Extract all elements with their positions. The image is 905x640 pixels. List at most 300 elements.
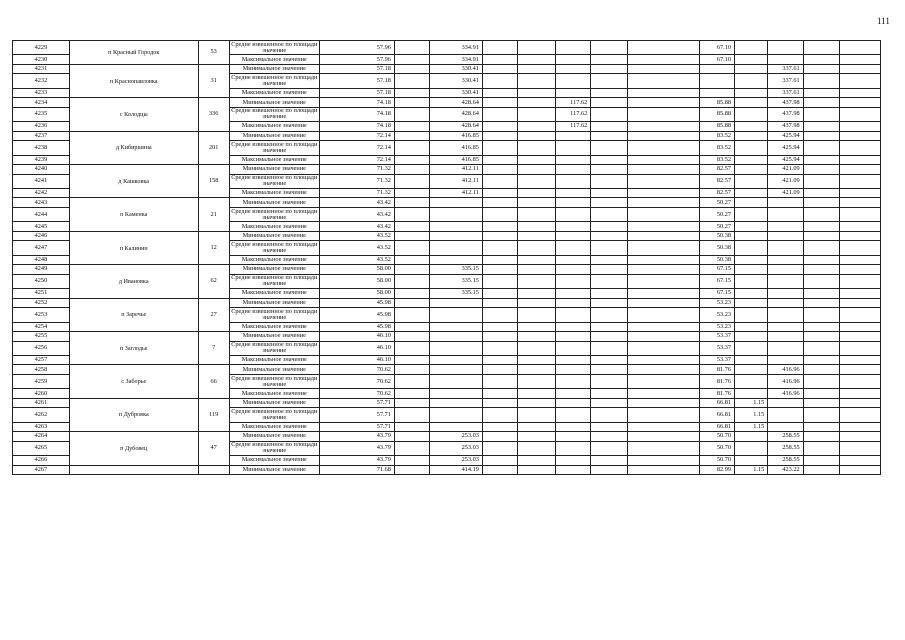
row-id: 4257 xyxy=(13,355,70,365)
value-cell-c10: 1.15 xyxy=(735,465,768,475)
row-id: 4253 xyxy=(13,308,70,322)
value-cell-c1: 71.32 xyxy=(319,188,394,198)
value-cell-c6 xyxy=(555,231,590,241)
value-cell-c9: 67.15 xyxy=(699,265,734,275)
value-cell-c6 xyxy=(555,422,590,432)
value-cell-c6 xyxy=(555,408,590,422)
value-cell-c4 xyxy=(482,122,517,132)
value-cell-c9 xyxy=(699,64,734,74)
value-cell-c13 xyxy=(840,131,881,141)
value-cell-c10: 1.15 xyxy=(735,422,768,432)
population: 66 xyxy=(198,365,229,398)
value-cell-c2 xyxy=(394,88,429,98)
value-cell-c7 xyxy=(591,322,627,332)
value-cell-c10 xyxy=(735,389,768,399)
value-cell-c5 xyxy=(518,107,556,121)
value-cell-c1: 45.98 xyxy=(319,298,394,308)
row-id: 4251 xyxy=(13,289,70,299)
value-cell-c2 xyxy=(394,456,429,466)
value-type-label: Средне взвешенное по площади значение xyxy=(231,407,318,421)
value-cell-c3 xyxy=(430,231,483,241)
value-cell-c9: 85.88 xyxy=(699,98,734,108)
value-type-label: Минимальное значение xyxy=(229,64,319,74)
value-cell-c4 xyxy=(482,456,517,466)
value-cell-c9: 67.15 xyxy=(699,274,734,288)
value-cell-c1: 71.68 xyxy=(319,465,394,475)
value-type-label: Максимальное значение xyxy=(229,155,319,165)
value-cell-c6 xyxy=(555,188,590,198)
value-type-label: Средне взвешенное по площади значение xyxy=(231,241,318,255)
value-type-label: Средне взвешенное по площади значение xyxy=(231,140,318,154)
value-cell-c9 xyxy=(699,74,734,88)
value-cell-c12 xyxy=(803,398,839,408)
value-cell-c13 xyxy=(840,389,881,399)
value-cell-c11 xyxy=(768,241,803,255)
value-cell-c6 xyxy=(555,332,590,342)
value-cell-c10 xyxy=(735,456,768,466)
value-cell-c3: 412.11 xyxy=(430,174,483,188)
value-cell-c2 xyxy=(394,332,429,342)
value-cell-c3: 253.03 xyxy=(430,441,483,455)
value-cell-c13 xyxy=(840,207,881,221)
population: 158 xyxy=(198,165,229,198)
value-cell-c3 xyxy=(430,341,483,355)
value-cell-c2 xyxy=(394,188,429,198)
value-cell-c13 xyxy=(840,41,881,55)
value-cell-c3: 416.85 xyxy=(430,155,483,165)
value-cell-c5 xyxy=(518,441,556,455)
value-cell-c4 xyxy=(482,422,517,432)
value-cell-c7 xyxy=(591,456,627,466)
table-row xyxy=(13,98,881,108)
value-cell-c3 xyxy=(430,241,483,255)
value-cell-c10 xyxy=(735,341,768,355)
value-cell-c8 xyxy=(627,422,699,432)
value-cell-c13 xyxy=(840,241,881,255)
value-type-label: Максимальное значение xyxy=(229,322,319,332)
population: 7 xyxy=(198,332,229,365)
value-cell-c11 xyxy=(768,422,803,432)
value-cell-c11: 416.96 xyxy=(768,389,803,399)
value-cell-c13 xyxy=(840,231,881,241)
value-cell-c7 xyxy=(591,198,627,208)
row-id: 4236 xyxy=(13,122,70,132)
value-cell-c1: 43.52 xyxy=(319,255,394,265)
value-cell-c9: 82.57 xyxy=(699,165,734,175)
value-cell-c7 xyxy=(591,398,627,408)
value-cell-c4 xyxy=(482,131,517,141)
value-cell-c2 xyxy=(394,398,429,408)
value-cell-c6 xyxy=(555,441,590,455)
value-cell-c2 xyxy=(394,274,429,288)
value-cell-c9: 50.38 xyxy=(699,231,734,241)
value-cell-c3 xyxy=(430,355,483,365)
value-cell-c8 xyxy=(627,274,699,288)
value-type-label: Минимальное значение xyxy=(229,98,319,108)
value-cell-c12 xyxy=(803,441,839,455)
value-cell-c2 xyxy=(394,365,429,375)
page-number: 111 xyxy=(877,16,890,26)
value-cell-c9: 50.27 xyxy=(699,198,734,208)
value-type-label: Максимальное значение xyxy=(229,355,319,365)
value-cell-c10 xyxy=(735,355,768,365)
value-cell-c8 xyxy=(627,88,699,98)
population: 53 xyxy=(198,41,229,65)
value-cell-c9: 53.37 xyxy=(699,355,734,365)
row-id: 4255 xyxy=(13,332,70,342)
value-cell-c10 xyxy=(735,88,768,98)
value-cell-c11 xyxy=(768,274,803,288)
value-cell-c11 xyxy=(768,322,803,332)
value-cell-c5 xyxy=(518,198,556,208)
population: 201 xyxy=(198,131,229,164)
value-cell-c1: 46.10 xyxy=(319,341,394,355)
value-cell-c8 xyxy=(627,131,699,141)
value-cell-c4 xyxy=(482,98,517,108)
value-cell-c1: 74.18 xyxy=(319,107,394,121)
value-cell-c10 xyxy=(735,131,768,141)
value-cell-c9: 67.15 xyxy=(699,289,734,299)
value-cell-c11: 421.09 xyxy=(768,174,803,188)
row-id: 4256 xyxy=(13,341,70,355)
value-cell-c7 xyxy=(591,241,627,255)
value-cell-c1: 58.00 xyxy=(319,265,394,275)
value-cell-c10 xyxy=(735,289,768,299)
value-cell-c8 xyxy=(627,74,699,88)
value-cell-c12 xyxy=(803,255,839,265)
value-type-label: Минимальное значение xyxy=(229,398,319,408)
population xyxy=(198,465,229,475)
value-cell-c7 xyxy=(591,88,627,98)
value-type-label: Минимальное значение xyxy=(229,432,319,442)
value-cell-c11 xyxy=(768,308,803,322)
value-cell-c2 xyxy=(394,131,429,141)
value-cell-c7 xyxy=(591,64,627,74)
value-cell-c4 xyxy=(482,107,517,121)
value-cell-c4 xyxy=(482,441,517,455)
value-cell-c2 xyxy=(394,98,429,108)
value-cell-c6: 117.62 xyxy=(555,122,590,132)
value-cell-c1: 58.00 xyxy=(319,274,394,288)
value-cell-c1: 43.42 xyxy=(319,222,394,232)
population: 21 xyxy=(198,198,229,231)
value-cell-c6 xyxy=(555,64,590,74)
value-cell-c5 xyxy=(518,355,556,365)
value-cell-c10 xyxy=(735,41,768,55)
value-type-label: Максимальное значение xyxy=(229,422,319,432)
table-row xyxy=(13,41,881,55)
settlement-name: д Ивановка xyxy=(69,265,198,298)
table-row xyxy=(13,131,881,141)
value-cell-c5 xyxy=(518,289,556,299)
row-id: 4261 xyxy=(13,398,70,408)
row-id: 4263 xyxy=(13,422,70,432)
value-cell-c2 xyxy=(394,341,429,355)
value-cell-c12 xyxy=(803,207,839,221)
row-id: 4234 xyxy=(13,98,70,108)
value-cell-c7 xyxy=(591,332,627,342)
value-cell-c1: 43.42 xyxy=(319,198,394,208)
value-cell-c13 xyxy=(840,441,881,455)
table-row xyxy=(13,198,881,208)
value-cell-c12 xyxy=(803,241,839,255)
value-cell-c2 xyxy=(394,207,429,221)
value-cell-c12 xyxy=(803,174,839,188)
value-cell-c3 xyxy=(430,408,483,422)
value-cell-c2 xyxy=(394,141,429,155)
value-cell-c11: 437.98 xyxy=(768,98,803,108)
value-cell-c5 xyxy=(518,322,556,332)
value-cell-c6 xyxy=(555,174,590,188)
value-cell-c1: 57.96 xyxy=(319,41,394,55)
value-cell-c9: 81.76 xyxy=(699,365,734,375)
value-cell-c6 xyxy=(555,308,590,322)
value-cell-c7 xyxy=(591,432,627,442)
value-cell-c12 xyxy=(803,231,839,241)
value-cell-c4 xyxy=(482,365,517,375)
value-cell-c8 xyxy=(627,441,699,455)
value-cell-c12 xyxy=(803,188,839,198)
value-cell-c7 xyxy=(591,374,627,388)
row-id: 4240 xyxy=(13,165,70,175)
value-cell-c8 xyxy=(627,241,699,255)
value-cell-c9: 83.52 xyxy=(699,131,734,141)
value-cell-c8 xyxy=(627,341,699,355)
value-cell-c5 xyxy=(518,332,556,342)
value-cell-c10: 1.15 xyxy=(735,408,768,422)
value-cell-c4 xyxy=(482,308,517,322)
value-cell-c12 xyxy=(803,298,839,308)
value-cell-c3 xyxy=(430,389,483,399)
value-cell-c10 xyxy=(735,98,768,108)
value-cell-c6 xyxy=(555,398,590,408)
value-cell-c9: 83.52 xyxy=(699,141,734,155)
value-cell-c13 xyxy=(840,432,881,442)
value-cell-c12 xyxy=(803,98,839,108)
value-cell-c2 xyxy=(394,174,429,188)
settlement-name: д Кибиршина xyxy=(69,131,198,164)
value-cell-c3: 334.91 xyxy=(430,41,483,55)
value-cell-c1: 57.18 xyxy=(319,74,394,88)
value-type-label: Максимальное значение xyxy=(229,456,319,466)
value-cell-c3: 335.15 xyxy=(430,289,483,299)
value-cell-c10 xyxy=(735,107,768,121)
value-cell-c1: 74.18 xyxy=(319,98,394,108)
value-cell-c12 xyxy=(803,165,839,175)
value-cell-c12 xyxy=(803,422,839,432)
value-cell-c11 xyxy=(768,298,803,308)
settlement-name: п Красный Городок xyxy=(69,41,198,65)
value-cell-c12 xyxy=(803,74,839,88)
row-id: 4241 xyxy=(13,174,70,188)
value-cell-c2 xyxy=(394,289,429,299)
value-cell-c9: 82.99 xyxy=(699,465,734,475)
value-cell-c4 xyxy=(482,408,517,422)
row-id: 4258 xyxy=(13,365,70,375)
value-cell-c4 xyxy=(482,141,517,155)
value-cell-c2 xyxy=(394,374,429,388)
value-cell-c8 xyxy=(627,222,699,232)
value-cell-c12 xyxy=(803,465,839,475)
value-cell-c9: 50.70 xyxy=(699,432,734,442)
value-cell-c12 xyxy=(803,374,839,388)
value-cell-c5 xyxy=(518,98,556,108)
value-cell-c4 xyxy=(482,289,517,299)
value-cell-c3: 416.85 xyxy=(430,141,483,155)
value-cell-c13 xyxy=(840,355,881,365)
value-cell-c13 xyxy=(840,465,881,475)
value-cell-c7 xyxy=(591,165,627,175)
value-cell-c10 xyxy=(735,122,768,132)
value-cell-c1: 46.10 xyxy=(319,332,394,342)
value-cell-c1: 46.10 xyxy=(319,355,394,365)
value-cell-c2 xyxy=(394,241,429,255)
value-cell-c8 xyxy=(627,289,699,299)
row-id: 4231 xyxy=(13,64,70,74)
value-cell-c7 xyxy=(591,122,627,132)
row-id: 4265 xyxy=(13,441,70,455)
value-cell-c5 xyxy=(518,131,556,141)
value-cell-c3: 253.03 xyxy=(430,432,483,442)
value-cell-c13 xyxy=(840,88,881,98)
value-cell-c10 xyxy=(735,274,768,288)
value-cell-c3 xyxy=(430,198,483,208)
value-cell-c13 xyxy=(840,55,881,65)
value-cell-c6 xyxy=(555,355,590,365)
row-id: 4267 xyxy=(13,465,70,475)
value-cell-c8 xyxy=(627,64,699,74)
value-cell-c5 xyxy=(518,398,556,408)
value-type-label: Средне взвешенное по площади значение xyxy=(231,174,318,188)
value-cell-c3 xyxy=(430,255,483,265)
settlement-name: с Колодцы xyxy=(69,98,198,131)
value-cell-c5 xyxy=(518,165,556,175)
value-cell-c2 xyxy=(394,198,429,208)
value-cell-c6 xyxy=(555,198,590,208)
value-cell-c1: 70.62 xyxy=(319,389,394,399)
value-cell-c12 xyxy=(803,432,839,442)
value-cell-c1: 57.18 xyxy=(319,88,394,98)
settlement-name xyxy=(69,465,198,475)
value-cell-c3 xyxy=(430,207,483,221)
value-cell-c12 xyxy=(803,456,839,466)
value-cell-c13 xyxy=(840,274,881,288)
value-cell-c7 xyxy=(591,389,627,399)
value-cell-c9: 53.23 xyxy=(699,308,734,322)
value-cell-c13 xyxy=(840,141,881,155)
value-cell-c10 xyxy=(735,207,768,221)
value-cell-c13 xyxy=(840,289,881,299)
row-id: 4260 xyxy=(13,389,70,399)
value-cell-c5 xyxy=(518,64,556,74)
value-cell-c1: 71.32 xyxy=(319,174,394,188)
value-cell-c7 xyxy=(591,141,627,155)
value-cell-c12 xyxy=(803,55,839,65)
value-cell-c1: 45.98 xyxy=(319,322,394,332)
value-cell-c12 xyxy=(803,265,839,275)
value-cell-c5 xyxy=(518,255,556,265)
value-cell-c10 xyxy=(735,141,768,155)
value-cell-c6 xyxy=(555,298,590,308)
value-cell-c10 xyxy=(735,265,768,275)
row-id: 4245 xyxy=(13,222,70,232)
value-cell-c7 xyxy=(591,174,627,188)
value-cell-c6 xyxy=(555,265,590,275)
value-cell-c2 xyxy=(394,298,429,308)
value-cell-c9: 50.38 xyxy=(699,241,734,255)
value-cell-c8 xyxy=(627,188,699,198)
value-cell-c4 xyxy=(482,432,517,442)
value-cell-c2 xyxy=(394,41,429,55)
value-cell-c8 xyxy=(627,141,699,155)
value-cell-c11: 337.61 xyxy=(768,64,803,74)
value-cell-c4 xyxy=(482,465,517,475)
value-cell-c11 xyxy=(768,222,803,232)
value-cell-c11: 425.94 xyxy=(768,141,803,155)
value-cell-c1: 45.98 xyxy=(319,308,394,322)
value-cell-c3: 330.41 xyxy=(430,64,483,74)
value-cell-c6 xyxy=(555,165,590,175)
value-cell-c3 xyxy=(430,322,483,332)
value-cell-c7 xyxy=(591,341,627,355)
value-cell-c4 xyxy=(482,165,517,175)
table-row xyxy=(13,265,881,275)
value-cell-c1: 57.96 xyxy=(319,55,394,65)
value-cell-c11 xyxy=(768,255,803,265)
value-cell-c5 xyxy=(518,241,556,255)
value-cell-c10 xyxy=(735,241,768,255)
value-cell-c4 xyxy=(482,255,517,265)
value-cell-c5 xyxy=(518,207,556,221)
value-cell-c7 xyxy=(591,98,627,108)
value-cell-c4 xyxy=(482,198,517,208)
value-type-label: Средне взвешенное по площади значение xyxy=(231,107,318,121)
row-id: 4266 xyxy=(13,456,70,466)
value-cell-c5 xyxy=(518,155,556,165)
value-cell-c12 xyxy=(803,341,839,355)
population: 119 xyxy=(198,398,229,431)
value-cell-c3 xyxy=(430,374,483,388)
value-cell-c4 xyxy=(482,188,517,198)
value-cell-c4 xyxy=(482,265,517,275)
value-cell-c3: 330.41 xyxy=(430,88,483,98)
value-cell-c6 xyxy=(555,389,590,399)
value-cell-c7 xyxy=(591,265,627,275)
value-cell-c5 xyxy=(518,456,556,466)
value-cell-c9: 67.10 xyxy=(699,55,734,65)
value-cell-c12 xyxy=(803,332,839,342)
value-cell-c8 xyxy=(627,355,699,365)
row-id: 4262 xyxy=(13,408,70,422)
value-cell-c11 xyxy=(768,231,803,241)
value-type-label: Максимальное значение xyxy=(229,55,319,65)
value-cell-c4 xyxy=(482,341,517,355)
value-type-label: Максимальное значение xyxy=(229,255,319,265)
value-cell-c10 xyxy=(735,308,768,322)
value-cell-c6 xyxy=(555,365,590,375)
value-cell-c11: 423.22 xyxy=(768,465,803,475)
value-cell-c6: 117.62 xyxy=(555,107,590,121)
value-cell-c6 xyxy=(555,274,590,288)
value-cell-c11 xyxy=(768,332,803,342)
value-cell-c2 xyxy=(394,441,429,455)
value-cell-c11: 425.94 xyxy=(768,155,803,165)
value-cell-c6 xyxy=(555,241,590,255)
value-cell-c9: 66.81 xyxy=(699,408,734,422)
table-row xyxy=(13,398,881,408)
row-id: 4249 xyxy=(13,265,70,275)
row-id: 4229 xyxy=(13,41,70,55)
